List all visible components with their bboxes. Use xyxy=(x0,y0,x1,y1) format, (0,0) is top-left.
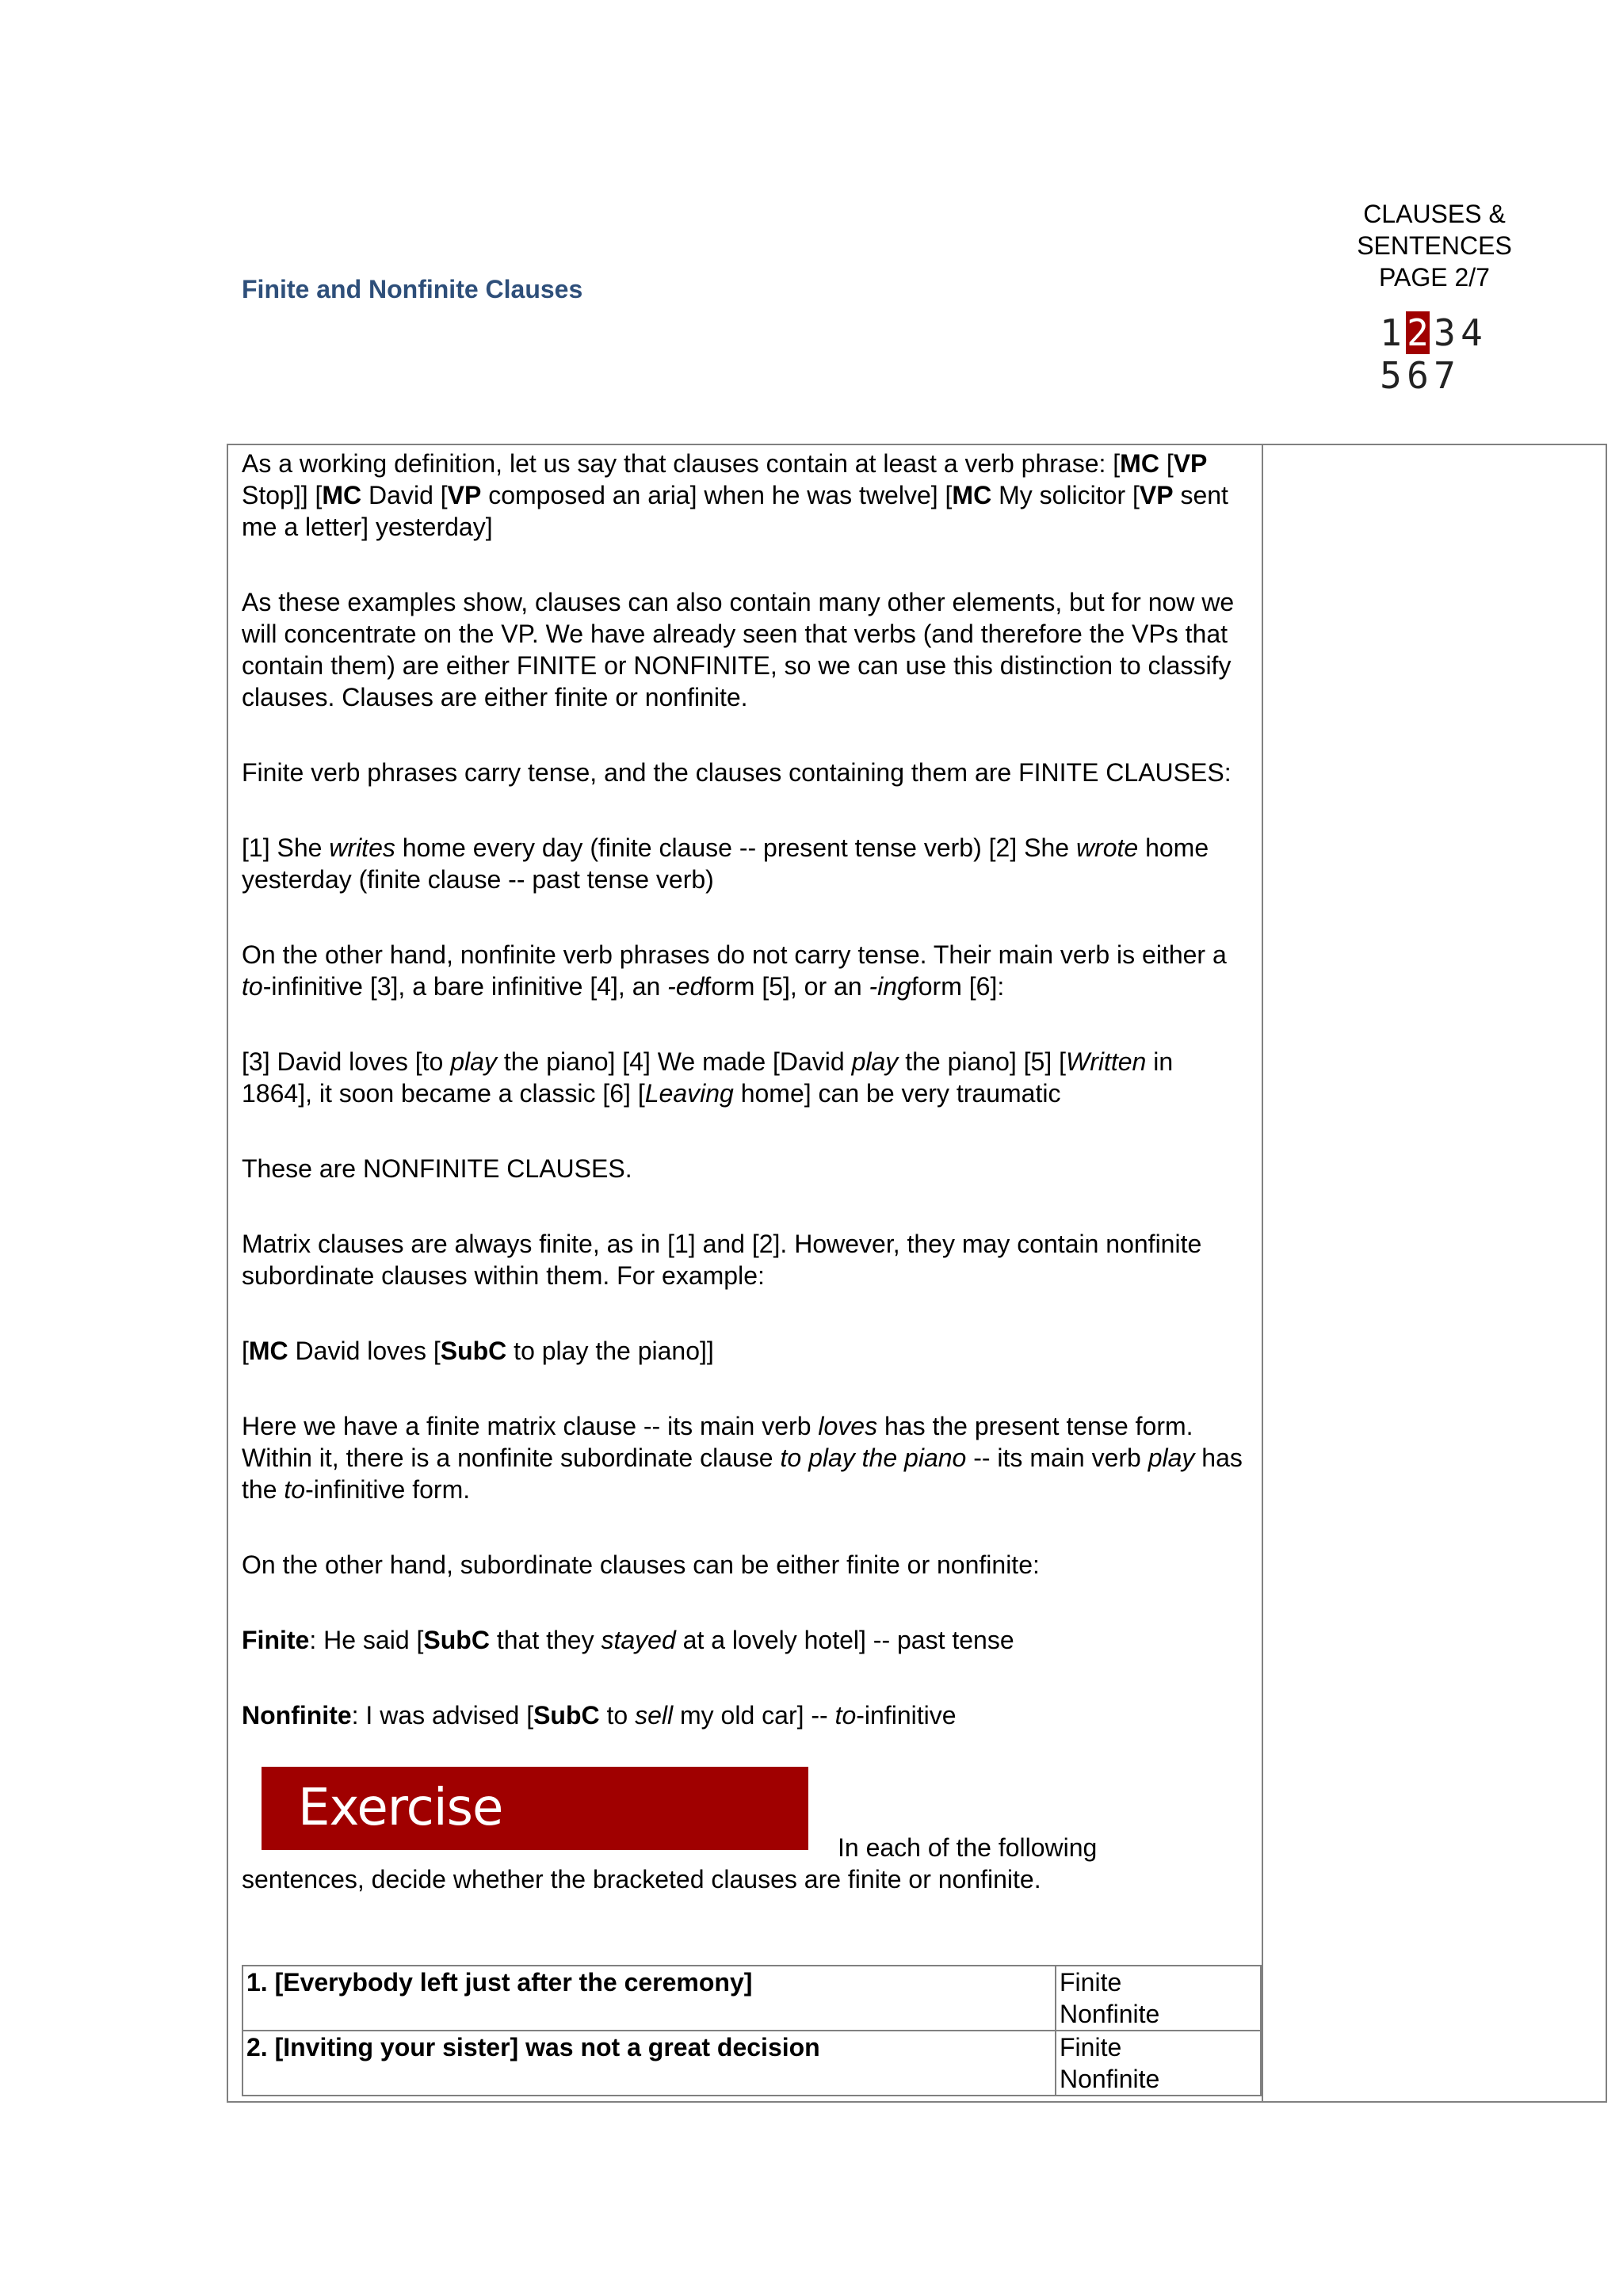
page-link-5[interactable]: 5 xyxy=(1380,354,1402,397)
exercise-question: 1. [Everybody left just after the ceremony] xyxy=(242,1966,1056,2031)
paragraph-nonfinite-label: These are NONFINITE CLAUSES. xyxy=(242,1154,632,1183)
paragraph-matrix-example: [MC David loves [SubC to play the piano]] xyxy=(242,1337,714,1365)
answer-options xyxy=(1056,2031,1261,2096)
paragraph-finite-intro: Finite verb phrases carry tense, and the clauses containing them are FINITE CLAUSES: xyxy=(242,758,1232,787)
section-name-line1: CLAUSES & xyxy=(1363,200,1506,228)
paragraph-nonfinite-intro: On the other hand, nonfinite verb phrases do not carry tense. Their main verb is either a to-infinitive [3], a bare infinitive [4], an -edform [5], or an -ingform [6]: xyxy=(242,940,1227,1001)
page-link-4[interactable]: 4 xyxy=(1461,311,1483,354)
exercise-question: 2. [Inviting your sister] was not a great decision xyxy=(242,2031,1056,2096)
option-nonfinite[interactable]: Nonfinite xyxy=(1060,2000,1160,2028)
paragraph-subordinate-intro: On the other hand, subordinate clauses can be either finite or nonfinite: xyxy=(242,1550,1040,1579)
paragraph-examples: As these examples show, clauses can also contain many other elements, but for now we will concentrate on the VP. We have already seen that verbs (and therefore the VPs that contain them) are either FINITE or NONFINITE, so we can use this distinction to classify clauses. Clauses are either finite or nonfinite. xyxy=(242,588,1235,711)
table-row xyxy=(242,1966,1261,2031)
page-title: Finite and Nonfinite Clauses xyxy=(242,275,583,303)
exercise-banner: Exercise xyxy=(262,1767,808,1850)
paragraph-matrix: Matrix clauses are always finite, as in [1] and [2]. However, they may contain nonfinite subordinate clauses within them. For example: xyxy=(242,1230,1202,1290)
page-indicator: PAGE 2/7 xyxy=(1379,263,1490,292)
column-divider xyxy=(1262,444,1263,2103)
option-finite[interactable]: Finite xyxy=(1060,1968,1122,1997)
paragraph-nonfinite-examples: [3] David loves [to play the piano] [4] We made [David play the piano] [5] [Written in 1864], it soon became a classic [6] [Leaving home] can be very traumatic xyxy=(242,1047,1174,1108)
page-link-2-current[interactable]: 2 xyxy=(1407,311,1429,354)
paragraph-nonfinite-sub: Nonfinite: I was advised [SubC to sell my old car] -- to-infinitive xyxy=(242,1701,957,1730)
main-content xyxy=(242,448,1248,1894)
page-link-6[interactable]: 6 xyxy=(1407,354,1429,397)
section-header xyxy=(1323,198,1545,293)
option-nonfinite[interactable]: Nonfinite xyxy=(1060,2065,1160,2093)
section-name-line2: SENTENCES xyxy=(1357,231,1512,260)
answer-options xyxy=(1056,1966,1261,2031)
page-link-3[interactable]: 3 xyxy=(1434,311,1456,354)
table-row xyxy=(242,2031,1261,2096)
paragraph-finite-examples: [1] She writes home every day (finite clause -- present tense verb) [2] She wrote home yesterday (finite clause -- past tense verb) xyxy=(242,833,1209,894)
paragraph-matrix-explain: Here we have a finite matrix clause -- its main verb loves has the present tense form. Within it, there is a nonfinite subordinate clause to play the piano -- its main verb play has the to-infinitive form. xyxy=(242,1412,1243,1504)
page-link-7[interactable]: 7 xyxy=(1434,354,1456,397)
page-navigation xyxy=(1379,311,1498,397)
option-finite[interactable]: Finite xyxy=(1060,2033,1122,2061)
exercise-section xyxy=(242,1767,1248,1894)
page-link-1[interactable]: 1 xyxy=(1380,311,1402,354)
paragraph-finite-sub: Finite: He said [SubC that they stayed at a lovely hotel] -- past tense xyxy=(242,1626,1014,1654)
exercise-instruction-start: In each of the following xyxy=(838,1833,1098,1862)
exercise-instruction-end: sentences, decide whether the bracketed clauses are finite or nonfinite. xyxy=(242,1865,1041,1894)
paragraph-definition: As a working definition, let us say that clauses contain at least a verb phrase: [MC [VP Stop]] [MC David [VP composed an aria] when he was twelve] [MC My solicitor [VP sent me a letter] yesterday] xyxy=(242,449,1228,541)
exercise-table xyxy=(242,1965,1262,2096)
